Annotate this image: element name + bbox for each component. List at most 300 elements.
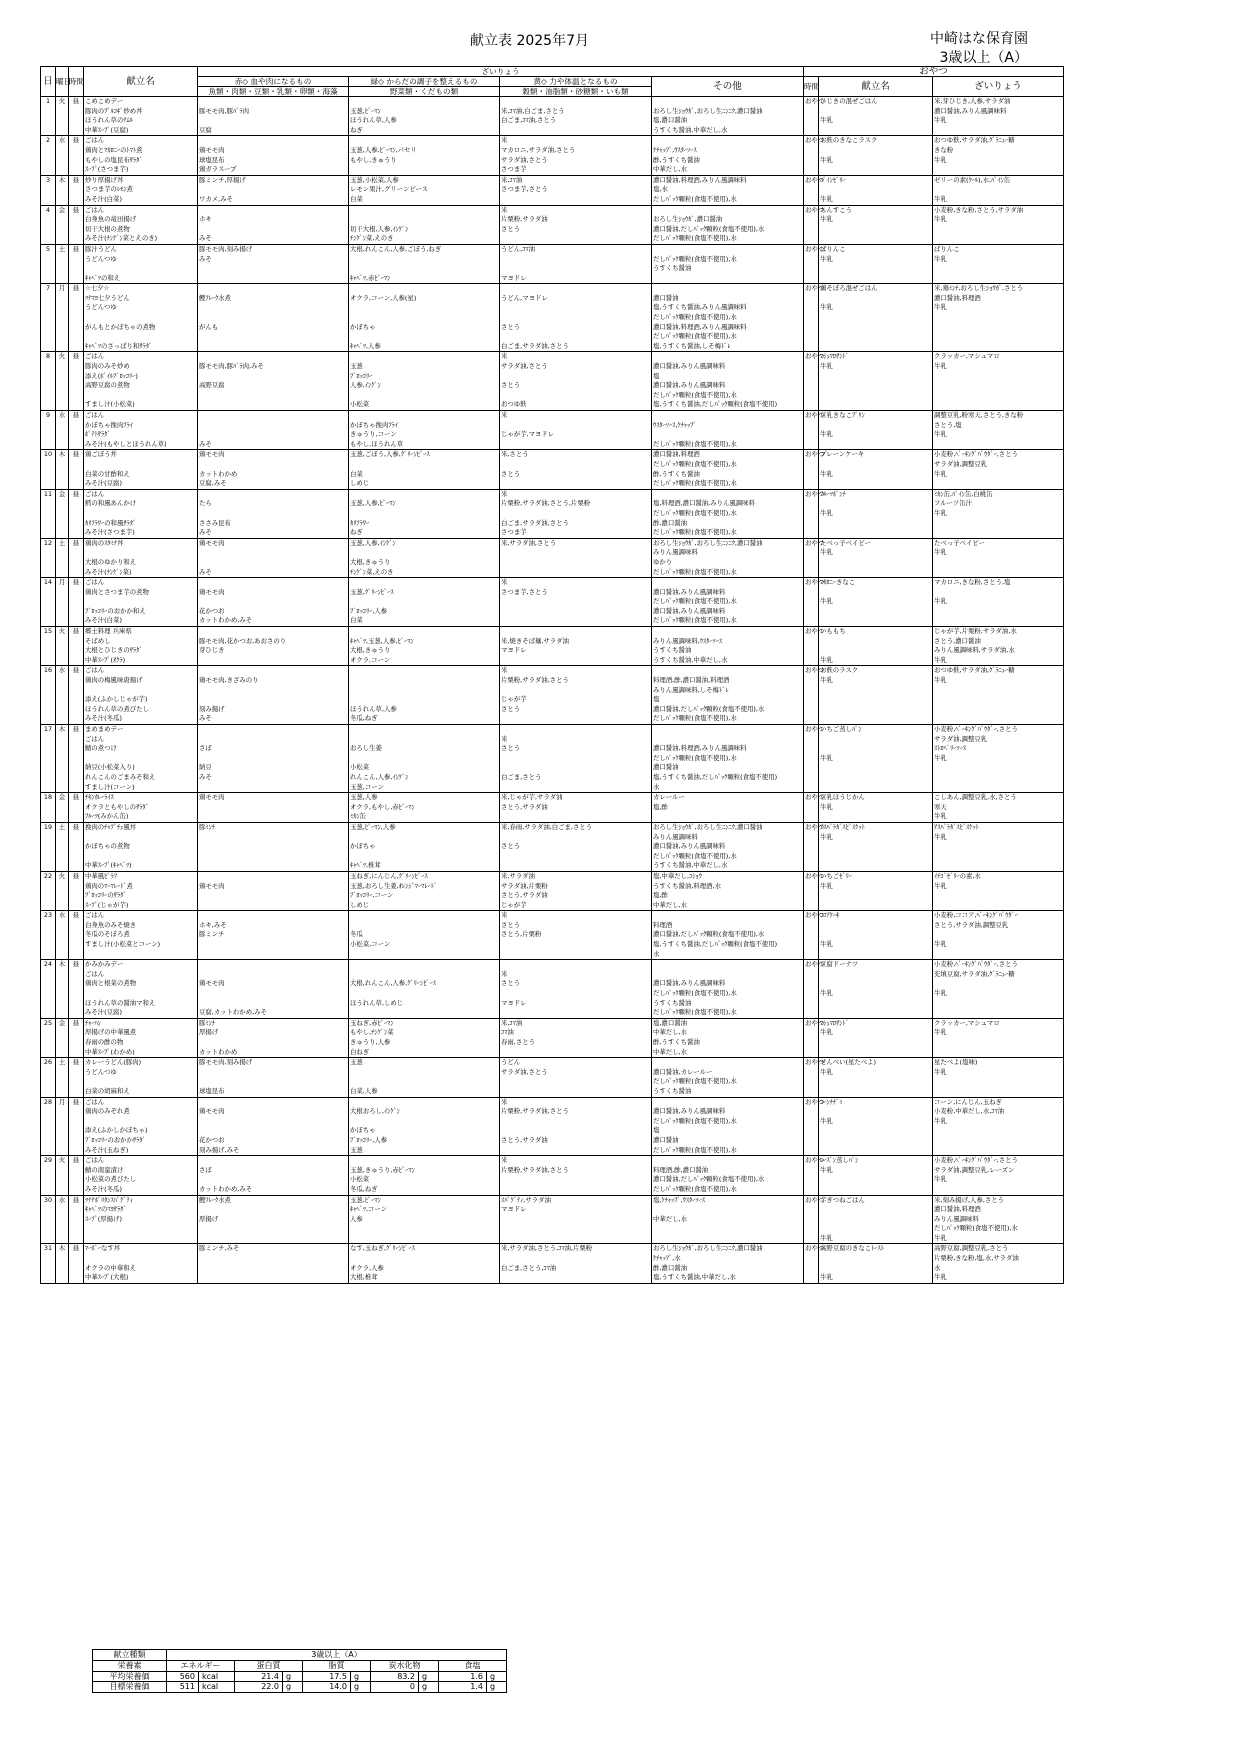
cell-line	[350, 666, 498, 676]
cell-line	[199, 264, 347, 274]
snack-ingredients-cell	[933, 352, 1064, 411]
menu-cell	[84, 822, 198, 871]
green-cell	[349, 578, 500, 627]
cell-line	[199, 185, 347, 195]
cell-line: 充填豆腐,サラダ油,ｸﾞﾗﾆｭｰ糖	[934, 969, 1015, 978]
red-cell	[198, 627, 349, 666]
snack-menu-cell	[819, 538, 933, 577]
cell-line	[820, 146, 931, 156]
cell-line: 牛乳	[820, 254, 833, 263]
cell-line: サラダ油,さとう	[501, 1067, 548, 1076]
day-number: 1	[41, 97, 56, 136]
cell-line	[820, 1215, 931, 1225]
yellow-cell	[500, 136, 652, 175]
yellow-cell	[500, 1244, 652, 1283]
nutrition-unit: kcal	[199, 1682, 235, 1693]
cell-line	[501, 686, 650, 696]
cell-line: 大根おろし,ｲﾝｹﾞﾝ	[350, 1107, 400, 1116]
cell-line: ｷｬﾍﾞﾂ,人参	[350, 341, 381, 350]
cell-line: 料理酒,酢,濃口醤油,料理酒	[653, 676, 730, 685]
snack-menu-cell	[819, 725, 933, 793]
day-number: 23	[41, 911, 56, 960]
cell-line	[350, 509, 498, 519]
cell-line	[501, 1117, 650, 1127]
meal-time: 昼	[69, 450, 84, 489]
cell-line: 鰹ﾌﾚｰｸ水煮	[199, 293, 231, 302]
header-other: その他	[652, 77, 804, 97]
cell-line: さつま芋	[501, 165, 527, 174]
snack-menu-cell	[819, 1156, 933, 1195]
cell-line: さとう,サラダ油	[501, 891, 548, 900]
cell-line: ねぎ	[350, 125, 363, 134]
cell-line: みりん風調味料,しそ梅ﾄﾞﾚ	[653, 685, 729, 694]
cell-line: 鶏モモ肉	[199, 538, 225, 547]
day-number: 4	[41, 205, 56, 244]
cell-line: みそ汁(玉ねぎ)	[85, 1145, 129, 1154]
green-cell	[349, 1058, 500, 1097]
cell-line: 鶏モモ肉	[199, 1107, 225, 1116]
cell-line: 牛乳	[934, 430, 947, 439]
day-number: 28	[41, 1097, 56, 1156]
green-cell	[349, 450, 500, 489]
cell-line: おろし生ｼｮｳｶﾞ,おろし生ﾆﾝﾆｸ,濃口醤油	[653, 538, 763, 547]
day-row	[41, 284, 1064, 352]
nutrition-unit: g	[487, 1682, 507, 1693]
cell-line: 濃口醤油,みりん風調味料	[653, 587, 726, 596]
cell-line: ｽﾊﾟｹﾞﾃｨ,サラダ油	[501, 1195, 551, 1204]
cell-line	[501, 812, 650, 822]
cell-line: こめこめデー	[85, 97, 124, 105]
cell-line: きな粉	[934, 145, 954, 154]
cell-line	[199, 313, 347, 323]
cell-line: さとう	[501, 704, 521, 713]
nutrition-unit: kcal	[199, 1671, 235, 1682]
cell-line: 玉ねぎ,にんじん,ｸﾞﾘｰﾝﾋﾟｰｽ	[350, 871, 428, 880]
cell-line: 米	[501, 911, 508, 920]
cell-line: 炒り厚揚げ丼	[85, 175, 124, 184]
cell-line	[653, 1098, 802, 1108]
cell-line: だしﾊﾟｯｸ顆粒(食塩不使用),水	[653, 616, 737, 625]
green-cell	[349, 871, 500, 910]
cell-line: サラダ油,片栗粉	[501, 881, 548, 890]
cell-line	[85, 1117, 196, 1127]
day-row	[41, 97, 1064, 136]
cell-line	[501, 783, 650, 793]
meal-time: 昼	[69, 136, 84, 175]
cell-line	[501, 391, 650, 401]
day-number: 24	[41, 960, 56, 1019]
cell-line: おろし生姜	[350, 744, 382, 753]
cell-line: すまし汁(コーン)	[85, 782, 135, 791]
cell-line: 牛乳	[820, 469, 833, 478]
cell-line	[85, 460, 196, 470]
snack-ingredients-cell	[933, 911, 1064, 960]
cell-line	[199, 284, 347, 294]
snack-menu-cell	[819, 284, 933, 352]
cell-line: 中華だし,水	[653, 1214, 687, 1223]
cell-line: 玉葱,ｸﾞﾘｰﾝﾋﾟｰｽ	[350, 587, 394, 596]
snack-time: おやつ	[804, 244, 819, 283]
cell-line: 米,芽ひじき,人参,サラダ油	[934, 97, 1011, 105]
cell-line: ﾊﾟｲﾝｾﾞﾘｰ	[820, 175, 846, 184]
cell-line: ｷｬﾍﾞﾂのさっぱり和ｻﾗﾀﾞ	[85, 341, 153, 350]
weekday: 水	[56, 911, 69, 960]
cell-line: ごはん	[85, 578, 105, 587]
cell-line: 濃口醤油,料理酒,みりん風調味料	[653, 322, 747, 331]
cell-line: 中華だし,水	[653, 1028, 687, 1037]
cell-line: 中華だし,水	[653, 900, 687, 909]
day-row	[41, 450, 1064, 489]
cell-line: ごはん	[85, 489, 105, 498]
cell-line	[199, 1254, 347, 1264]
cell-line: しめじ	[350, 479, 370, 488]
header-o-zairyo: ざいりょう	[933, 77, 1064, 97]
cell-line	[199, 1077, 347, 1087]
cell-line	[820, 294, 931, 304]
cell-line	[350, 206, 498, 216]
day-number: 9	[41, 411, 56, 450]
cell-line	[501, 1008, 650, 1018]
cell-line: さとう	[501, 744, 521, 753]
cell-line	[199, 812, 347, 822]
cell-line	[501, 1146, 650, 1156]
cell-line: 米,焼きそば麺,サラダ油	[501, 636, 569, 645]
cell-line	[199, 597, 347, 607]
cell-line: ごはん	[85, 666, 105, 675]
cell-line: 濃口醤油,料理酒,みりん風調味料	[653, 175, 747, 184]
cell-line	[820, 970, 931, 980]
cell-line: 小麦粉,ﾍﾞｰｷﾝｸﾞﾊﾟｳﾀﾞｰ,さとう	[934, 450, 1018, 459]
cell-line: だしﾊﾟｯｸ顆粒(食塩不使用),水	[653, 390, 737, 399]
cell-line: ねぎ	[350, 528, 363, 537]
snack-time: おやつ	[804, 97, 819, 136]
snack-time: おやつ	[804, 1195, 819, 1244]
cell-line: 白身魚のみそ焼き	[85, 920, 137, 929]
cell-line	[501, 714, 650, 724]
cell-line: ゼリーの素(ｸｰﾙ),水,ﾊﾟｲﾝ缶	[934, 175, 1011, 184]
cell-line	[85, 852, 196, 862]
snack-ingredients-cell	[933, 489, 1064, 538]
day-number: 31	[41, 1244, 56, 1283]
cell-line: 中華ｽｰﾌﾟ(わかめ)	[85, 1047, 135, 1056]
green-cell	[349, 489, 500, 538]
cell-line	[350, 597, 498, 607]
snack-menu-cell	[819, 822, 933, 871]
snack-menu-cell	[819, 411, 933, 450]
cell-line	[199, 206, 347, 216]
cell-line: 濃口醤油,みりん風調味料	[653, 381, 726, 390]
cell-line	[820, 735, 931, 745]
cell-line: マカロニ,きな粉,さとう,塩	[934, 578, 1011, 587]
cell-line: 玉葱	[350, 1058, 363, 1067]
nutrition-header: 炭水化物	[371, 1660, 439, 1671]
snack-ingredients-cell	[933, 960, 1064, 1019]
other-cell	[652, 205, 804, 244]
cell-line: 中華風ﾋﾟﾗﾌ	[85, 871, 117, 880]
cell-line: ｱｽﾊﾟﾗｶﾞｽﾋﾞｽｹｯﾄ	[934, 822, 979, 831]
cell-line	[199, 421, 347, 431]
menu-cell	[84, 666, 198, 725]
cell-line: 中華だし,水	[653, 165, 687, 174]
cell-line: 小松菜	[350, 400, 370, 409]
cell-line: さとう	[501, 322, 521, 331]
cell-line: 豚ミンチ	[199, 930, 225, 939]
cell-line: ぱりんこ	[934, 244, 960, 253]
cell-line	[934, 588, 1062, 598]
yellow-cell	[500, 578, 652, 627]
cell-line: 小松菜	[350, 763, 370, 772]
cell-line: ｳｽﾀｰｿｰｽ,ｹﾁｬｯﾌﾟ	[653, 420, 697, 429]
cell-line	[653, 274, 802, 284]
cell-line	[350, 284, 498, 294]
cell-line: おろし生ｼｮｳｶﾞ,濃口醤油	[653, 215, 723, 224]
snack-ingredients-cell	[933, 450, 1064, 489]
cell-line: 塩,酢	[653, 891, 668, 900]
meal-time: 昼	[69, 97, 84, 136]
cell-line	[350, 960, 498, 970]
cell-line	[820, 979, 931, 989]
cell-line: だしﾊﾟｯｸ顆粒(食塩不使用),水	[653, 194, 737, 203]
cell-line	[501, 852, 650, 862]
cell-line: 玉葱,人参,ﾋﾟｰﾏﾝ	[350, 499, 396, 508]
cell-line	[199, 656, 347, 666]
snack-time: おやつ	[804, 725, 819, 793]
snack-ingredients-cell	[933, 244, 1064, 283]
red-cell	[198, 205, 349, 244]
snack-time: おやつ	[804, 627, 819, 666]
cell-line: 牛乳	[820, 597, 833, 606]
cell-line	[199, 783, 347, 793]
cell-line: 牛乳	[934, 1116, 947, 1125]
cell-line: 玉葱,ﾋﾟｰﾏﾝ,人参	[350, 822, 396, 831]
other-cell	[652, 578, 804, 627]
cell-line	[653, 725, 802, 735]
cell-line	[501, 1175, 650, 1185]
cell-line	[820, 1224, 931, 1234]
cell-line: 豚モモ肉,刻み揚げ	[199, 1058, 253, 1067]
cell-line: ごはん	[85, 352, 105, 361]
meal-time: 昼	[69, 1156, 84, 1195]
cell-line: 牛乳	[820, 362, 833, 371]
cell-line	[85, 313, 196, 323]
cell-line: ごはん	[85, 911, 105, 920]
cell-line: 玉葱,人参,ｲﾝｹﾞﾝ	[350, 538, 396, 547]
green-cell	[349, 411, 500, 450]
cell-line: ごはん	[85, 205, 105, 214]
nutrition-row-label: 目標栄養価	[93, 1682, 167, 1693]
cell-line: うすくち醤油	[653, 646, 692, 655]
cell-line: たべっ子ベイビー	[934, 538, 985, 547]
cell-line: うどん,マヨドレ	[501, 293, 548, 302]
cell-line	[653, 578, 802, 588]
cell-line: オクラともやしのｻﾗﾀﾞ	[85, 802, 149, 811]
header-menu: 献立名	[84, 67, 198, 97]
red-cell	[198, 725, 349, 793]
cell-line: きゅうり,コーン	[350, 430, 397, 439]
snack-time: おやつ	[804, 960, 819, 1019]
cell-line: 厚揚げの中華風煮	[85, 1028, 137, 1037]
cell-line: 水	[934, 1263, 941, 1272]
cell-line: ごはん	[85, 734, 105, 743]
yellow-cell	[500, 822, 652, 871]
cell-line: いちご蒸しﾊﾟﾝ	[820, 725, 862, 733]
day-number: 15	[41, 627, 56, 666]
cell-line: 塩	[653, 371, 660, 380]
snack-menu-cell	[819, 1018, 933, 1057]
red-cell	[198, 1097, 349, 1156]
weekday: 木	[56, 450, 69, 489]
cell-line: ほうれん草,人参	[350, 116, 397, 125]
cell-line	[501, 479, 650, 489]
weekday: 水	[56, 666, 69, 725]
meal-time: 昼	[69, 244, 84, 283]
meal-time: 昼	[69, 538, 84, 577]
cell-line: 白菜	[350, 194, 363, 203]
cell-line: 牛乳	[934, 116, 947, 125]
cell-line	[199, 735, 347, 745]
cell-line: 塩,濃口醤油	[653, 116, 687, 125]
meal-time: 昼	[69, 725, 84, 793]
cell-line: 米,ｺﾏ油,白ごま,さとう	[501, 106, 565, 115]
cell-line: ｽｰﾌﾟ(さつま芋)	[85, 165, 129, 174]
menu-cell	[84, 411, 198, 450]
cell-line: 米	[501, 411, 508, 419]
day-row	[41, 205, 1064, 244]
day-number: 30	[41, 1195, 56, 1244]
snack-time: おやつ	[804, 489, 819, 538]
meal-time: 昼	[69, 822, 84, 871]
weekday: 火	[56, 97, 69, 136]
nutrition-value: 560	[167, 1671, 199, 1682]
snack-menu-cell	[819, 489, 933, 538]
other-cell	[652, 244, 804, 283]
menu-cell	[84, 793, 198, 823]
menu-cell	[84, 175, 198, 205]
cell-line	[501, 284, 650, 294]
cell-line: 高野豆腐のきなこﾄｰｽﾄ	[820, 1244, 884, 1253]
nutrition-value: 17.5	[303, 1671, 351, 1682]
menu-cell	[84, 1018, 198, 1057]
cell-line: ﾁﾝｹﾞﾝ菜,えのき	[350, 567, 394, 576]
cell-line: みそ	[199, 254, 212, 263]
cell-line: 米,サラダ油	[501, 871, 535, 880]
green-cell	[349, 205, 500, 244]
cell-line: もやし,きゅうり	[350, 155, 397, 164]
day-number: 5	[41, 244, 56, 283]
cell-line: ﾌﾙｰﾂ(みかん缶)	[85, 812, 129, 821]
cell-line: レモン果汁,グリーンピース	[350, 185, 429, 194]
cell-line: マヨドレ	[501, 646, 527, 655]
cell-line: 鶏モモ肉	[199, 450, 225, 459]
snack-time: おやつ	[804, 822, 819, 871]
cell-line: みりん風調味料,ｳｽﾀｰｿｰｽ	[653, 636, 723, 645]
cell-line: 牛乳	[820, 215, 833, 224]
snack-time: おやつ	[804, 666, 819, 725]
cell-line: 白ごま,サラダ油,さとう	[501, 518, 569, 527]
cell-line	[653, 490, 802, 500]
cell-line	[653, 97, 802, 107]
day-row	[41, 1156, 1064, 1195]
cell-line: 中華ｽｰﾌﾟ(ｷｬﾍﾞﾂ)	[85, 861, 132, 870]
red-cell	[198, 136, 349, 175]
cell-line: 塩,うすくち醤油,みりん風調味料	[653, 303, 747, 312]
menu-cell	[84, 97, 198, 136]
cell-line: 納豆(小松菜入り)	[85, 763, 135, 772]
cell-line: 冬瓜	[350, 930, 363, 939]
cell-line: 塩,中華だし,ｺｼｮｳ	[653, 871, 702, 880]
nutrition-group: 3歳以上（A）	[167, 1650, 507, 1661]
cell-line	[85, 833, 196, 843]
snack-menu-cell	[819, 175, 933, 205]
green-cell	[349, 725, 500, 793]
cell-line	[85, 754, 196, 764]
snack-menu-cell	[819, 960, 933, 1019]
cell-line	[350, 97, 498, 107]
cell-line: 高野豆腐	[199, 381, 225, 390]
other-cell	[652, 871, 804, 910]
day-number: 18	[41, 793, 56, 823]
cell-line: ｷｬﾍﾞﾂのﾏﾖｻﾗﾀﾞ	[85, 1205, 127, 1214]
cell-line: だしﾊﾟｯｸ顆粒(食塩不使用),水	[653, 1145, 737, 1154]
cell-line: みそ	[199, 567, 212, 576]
cell-line: 中華だし,水	[653, 1047, 687, 1056]
weekday: 金	[56, 1018, 69, 1057]
day-row	[41, 871, 1064, 910]
nutrition-header: エネルギー	[167, 1660, 235, 1671]
day-number: 11	[41, 489, 56, 538]
cell-line: おつゆ麩	[501, 400, 527, 409]
yellow-cell	[500, 411, 652, 450]
cell-line	[820, 921, 931, 931]
cell-line: 牛乳	[820, 802, 833, 811]
cell-line: 牛乳	[934, 1233, 947, 1242]
meal-time: 昼	[69, 793, 84, 823]
cell-line: さとう	[501, 842, 521, 851]
cell-line: 牛乳	[820, 1067, 833, 1076]
menu-cell	[84, 1195, 198, 1244]
cell-line	[501, 548, 650, 558]
cell-line: ﾐｶﾝ缶,ﾊﾟｲﾝ缶,白桃缶	[934, 489, 993, 498]
yellow-cell	[500, 352, 652, 411]
cell-line: 鶏そぼろ混ぜごはん	[820, 284, 878, 293]
cell-line: 塩,濃口醤油	[653, 1018, 687, 1027]
cell-line: コーン,にんじん,玉ねぎ	[934, 1097, 1002, 1106]
cell-line: 片栗粉,サラダ油,さとう	[501, 676, 569, 685]
cell-line: だしﾊﾟｯｸ顆粒(食塩不使用),水	[653, 1077, 737, 1086]
cell-line: 大根とひじきのｻﾗﾀﾞ	[85, 646, 143, 655]
cell-line: 玉葱,ごぼう,人参,ｸﾞﾘｰﾝﾋﾟｰｽ	[350, 450, 430, 459]
cell-line	[653, 352, 802, 362]
cell-line: 鶏肉のみぞれ煮	[85, 1107, 130, 1116]
cell-line: だしﾊﾟｯｸ顆粒(食塩不使用),水	[653, 508, 737, 517]
yellow-cell	[500, 666, 652, 725]
cell-line: だしﾊﾟｯｸ顆粒(食塩不使用),水	[653, 313, 737, 322]
cell-line: たべっ子ベイビー	[820, 538, 871, 547]
cell-line: 濃口醤油,みりん風調味料	[653, 842, 726, 851]
cell-line	[501, 440, 650, 450]
cell-line	[199, 1175, 347, 1185]
cell-line: ｽｰﾌﾟ(じゃが芋)	[85, 900, 129, 909]
snack-menu-cell	[819, 244, 933, 283]
cell-line: 大根,きゅうり	[350, 646, 391, 655]
cell-line	[199, 666, 347, 676]
other-cell	[652, 627, 804, 666]
yellow-cell	[500, 284, 652, 352]
cell-line: 牛乳	[934, 1067, 947, 1076]
cell-line: さば	[199, 1165, 212, 1174]
cell-line: 鶏肉のｽﾀﾐﾅ丼	[85, 538, 124, 547]
menu-cell	[84, 960, 198, 1019]
